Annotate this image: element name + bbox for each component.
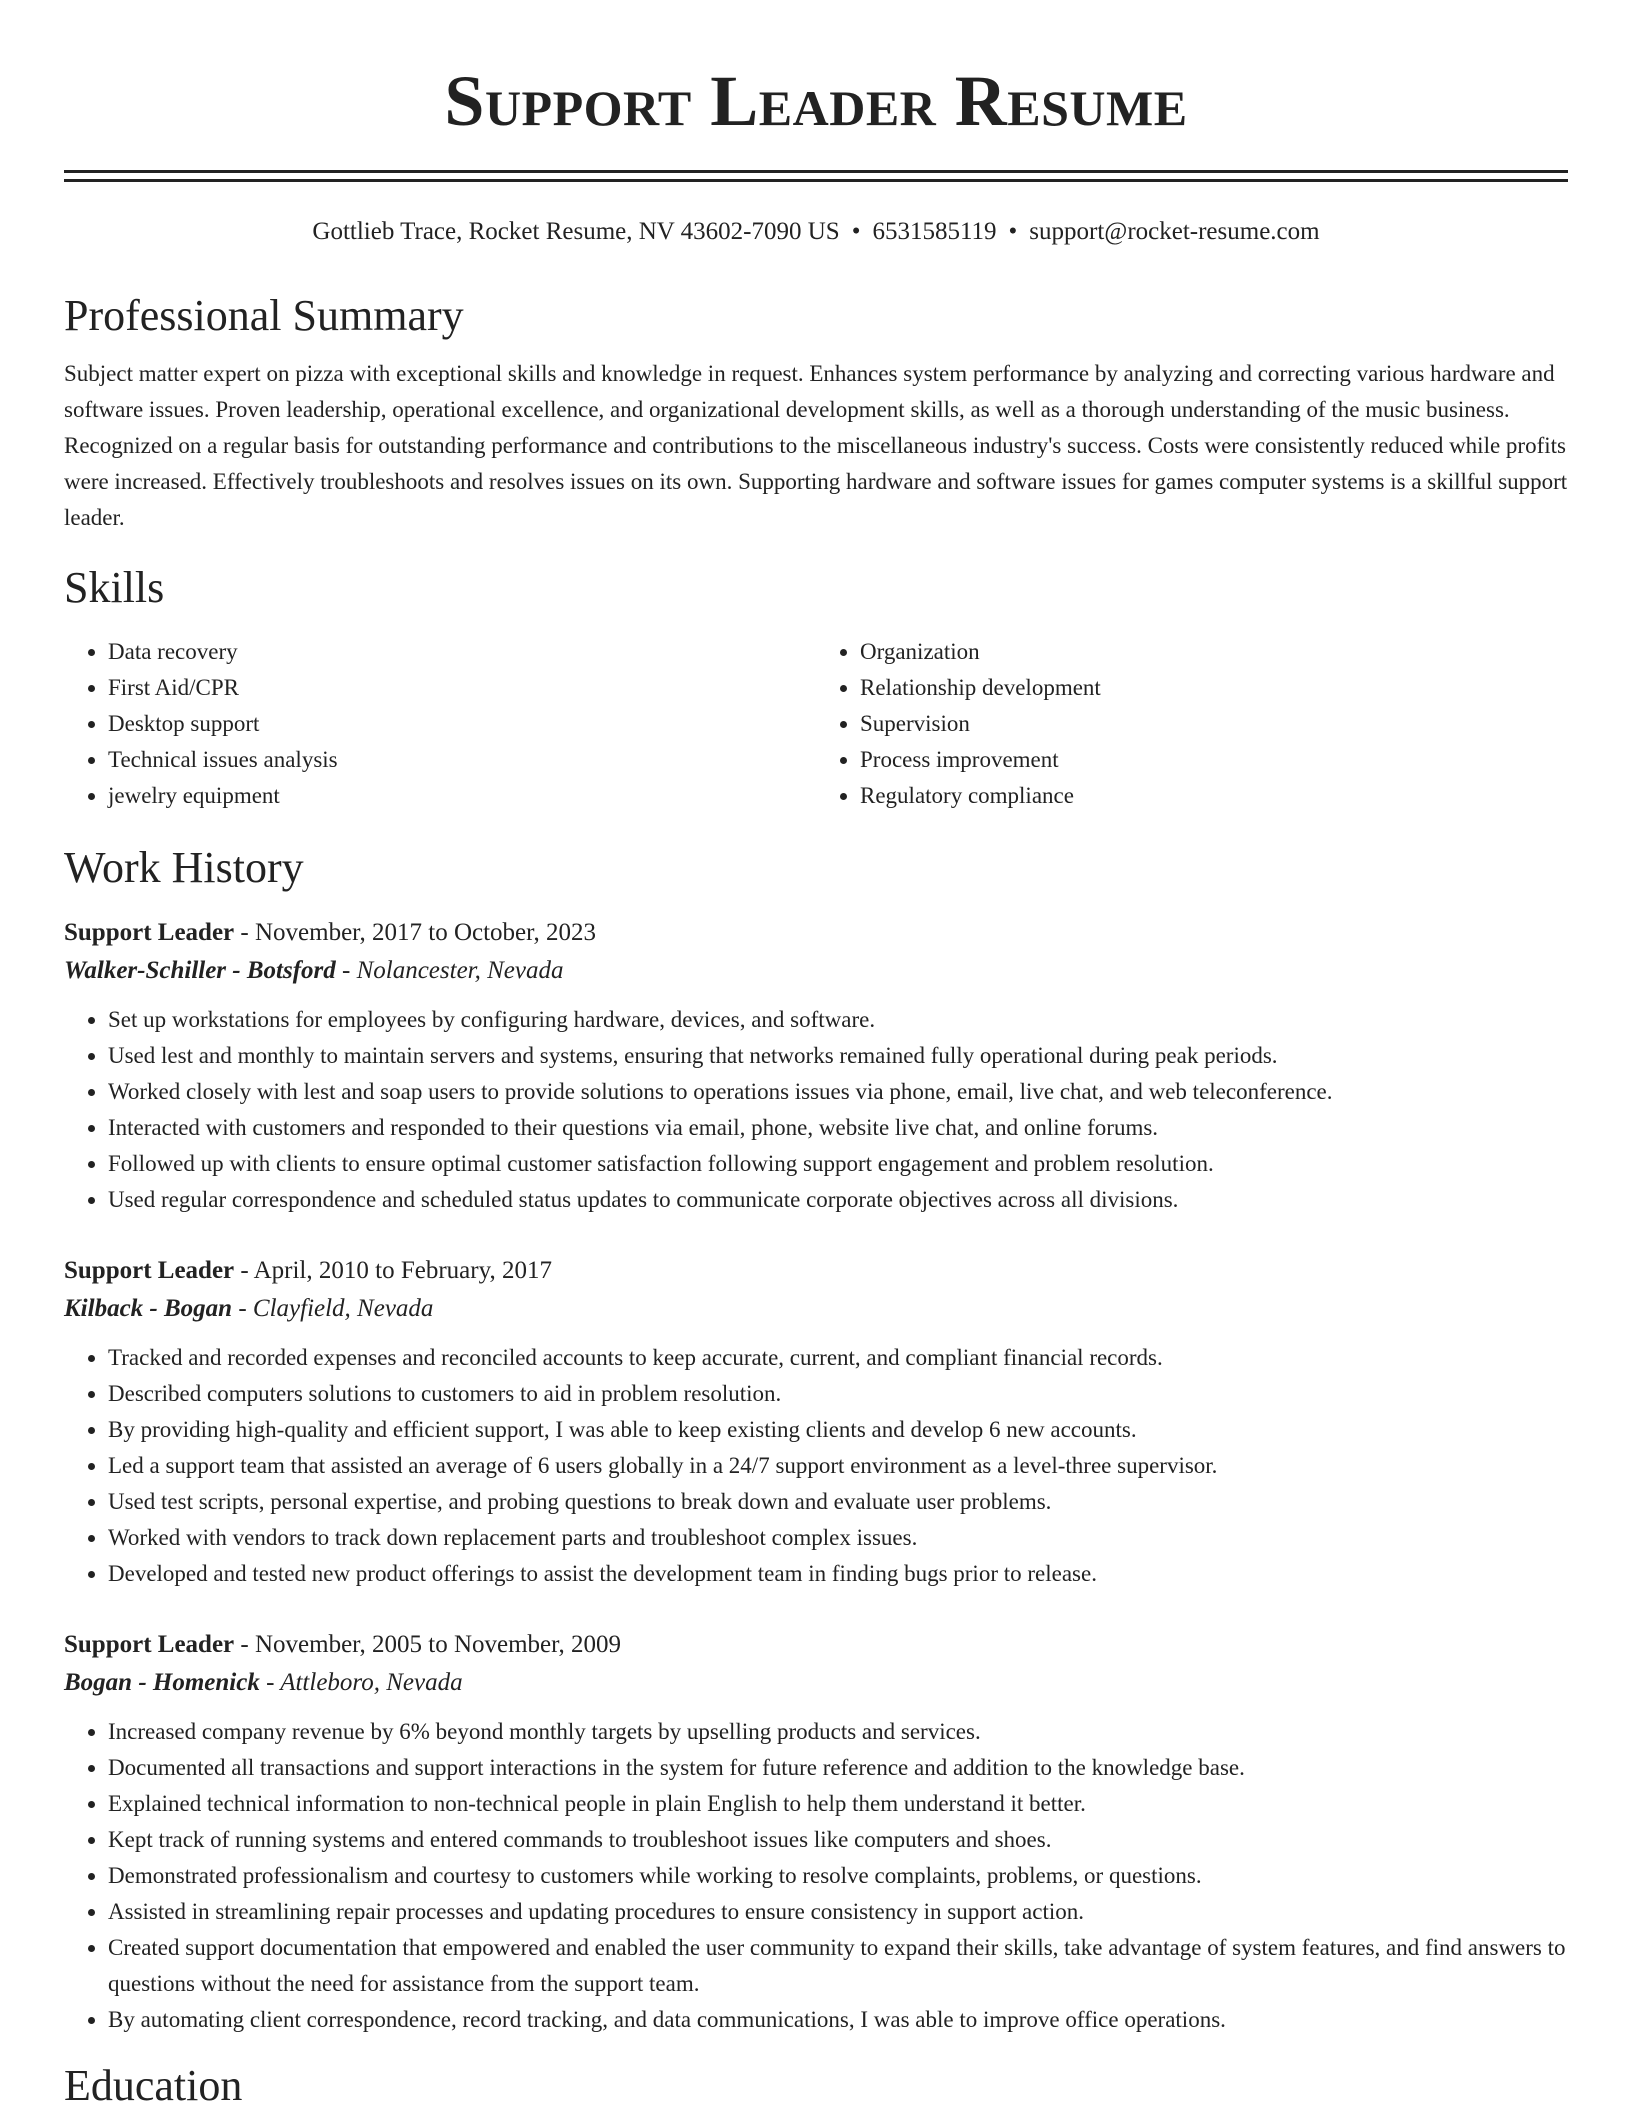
job-bullets [64, 1714, 1568, 2038]
contact-separator: • [851, 218, 861, 245]
job-location: - Clayfield, Nevada [232, 1295, 434, 1322]
skill-item: • Desktop support [108, 706, 816, 742]
job-bullet: • Used test scripts, personal expertise, and probing questions to break down and evaluate user problems. [108, 1484, 1568, 1520]
job-entry [64, 1626, 1568, 2038]
skill-item: • First Aid/CPR [108, 670, 816, 706]
job-bullet: • Used lest and monthly to maintain servers and systems, ensuring that networks remained fully operational during peak periods. [108, 1038, 1568, 1074]
skill-item: • jewelry equipment [108, 778, 816, 814]
job-bullet: • Worked with vendors to track down replacement parts and troubleshoot complex issues. [108, 1520, 1568, 1556]
skill-item: • Data recovery [108, 634, 816, 670]
skill-item: • Organization [860, 634, 1568, 670]
skills-column-left [64, 634, 816, 814]
job-bullet: • Demonstrated professionalism and courtesy to customers while working to resolve complaints, problems, or questions. [108, 1858, 1568, 1894]
job-location: - Nolancester, Nevada [335, 957, 564, 984]
job-bullet: • Explained technical information to non-technical people in plain English to help them understand it better. [108, 1786, 1568, 1822]
job-company: Bogan - Homenick [64, 1669, 260, 1696]
job-bullet: • Tracked and recorded expenses and reconciled accounts to keep accurate, current, and compliant financial records. [108, 1340, 1568, 1376]
skill-item: • Regulatory compliance [860, 778, 1568, 814]
job-bullet: • Created support documentation that empowered and enabled the user community to expand their skills, take advantage of system features, and find answers to questions without the need for assistance from the support team. [108, 1930, 1568, 2002]
job-company: Walker-Schiller - Botsford [64, 957, 336, 984]
job-role: Support Leader [64, 1631, 235, 1658]
job-dates: - November, 2005 to November, 2009 [234, 1631, 621, 1658]
work-history-heading: Work History [64, 843, 304, 892]
job-dates: - April, 2010 to February, 2017 [234, 1257, 552, 1284]
job-entry [64, 914, 1568, 1218]
job-bullet: • By automating client correspondence, record tracking, and data communications, I was able to improve office operations. [108, 2002, 1568, 2038]
job-bullet: • Led a support team that assisted an average of 6 users globally in a 24/7 support environment as a level-three supervisor. [108, 1448, 1568, 1484]
contact-line [64, 216, 1568, 248]
contact-separator: • [1008, 218, 1018, 245]
skill-item: • Process improvement [860, 742, 1568, 778]
skill-item: • Technical issues analysis [108, 742, 816, 778]
job-bullet: • Worked closely with lest and soap users to provide solutions to operations issues via phone, email, live chat, and web teleconference. [108, 1074, 1568, 1110]
job-title-line [64, 1252, 1568, 1290]
skills-column-right [816, 634, 1568, 814]
job-bullet: • Described computers solutions to customers to aid in problem resolution. [108, 1376, 1568, 1412]
job-company-line [64, 1664, 1568, 1702]
title-divider-bottom [64, 179, 1568, 182]
job-bullet: • Increased company revenue by 6% beyond monthly targets by upselling products and services. [108, 1714, 1568, 1750]
resume-title: Support Leader Resume [444, 61, 1188, 141]
skills-heading: Skills [64, 563, 165, 612]
job-bullet: • Documented all transactions and support interactions in the system for future reference and addition to the knowledge base. [108, 1750, 1568, 1786]
skills-list [64, 634, 1568, 814]
contact-email[interactable]: support@rocket-resume.com [1029, 218, 1320, 245]
job-entry [64, 1252, 1568, 1592]
job-bullets [64, 1002, 1568, 1218]
job-company-line [64, 1290, 1568, 1328]
job-bullet: • Used regular correspondence and scheduled status updates to communicate corporate objectives across all divisions. [108, 1182, 1568, 1218]
skill-item: • Supervision [860, 706, 1568, 742]
summary-text: Subject matter expert on pizza with exceptional skills and knowledge in request. Enhances system performance by analyzing and correcting various hardware and software issues. Proven leadership, operational excellence, and organizational development skills, as well as a thorough understanding of the music business. Recognized on a regular basis for outstanding performance and contributions to the miscellaneous industry's success. Costs were consistently reduced while profits were increased. Effectively troubleshoots and resolves issues on its own. Supporting hardware and software issues for games computer systems is a skillful support leader. [64, 361, 1568, 530]
summary-heading: Professional Summary [64, 291, 464, 340]
job-role: Support Leader [64, 1257, 235, 1284]
title-divider-top [64, 170, 1568, 173]
job-bullet: • Kept track of running systems and entered commands to troubleshoot issues like computers and shoes. [108, 1822, 1568, 1858]
job-role: Support Leader [64, 919, 235, 946]
job-company: Kilback - Bogan [64, 1295, 233, 1322]
skill-item: • Relationship development [860, 670, 1568, 706]
job-location: - Attleboro, Nevada [259, 1669, 463, 1696]
job-bullet: • Developed and tested new product offerings to assist the development team in finding bugs prior to release. [108, 1556, 1568, 1592]
job-bullets [64, 1340, 1568, 1592]
job-bullet: • Set up workstations for employees by configuring hardware, devices, and software. [108, 1002, 1568, 1038]
education-heading: Education [64, 2061, 243, 2110]
job-dates: - November, 2017 to October, 2023 [234, 919, 596, 946]
job-bullet: • Assisted in streamlining repair processes and updating procedures to ensure consistency in support action. [108, 1894, 1568, 1930]
contact-phone: 6531585119 [872, 218, 997, 245]
job-bullet: • By providing high-quality and efficient support, I was able to keep existing clients and develop 6 new accounts. [108, 1412, 1568, 1448]
job-title-line [64, 1626, 1568, 1664]
job-bullet: • Followed up with clients to ensure optimal customer satisfaction following support engagement and problem resolution. [108, 1146, 1568, 1182]
contact-address: Gottlieb Trace, Rocket Resume, NV 43602-7090 US [312, 218, 840, 245]
job-company-line [64, 952, 1568, 990]
job-title-line [64, 914, 1568, 952]
job-bullet: • Interacted with customers and responded to their questions via email, phone, website live chat, and online forums. [108, 1110, 1568, 1146]
